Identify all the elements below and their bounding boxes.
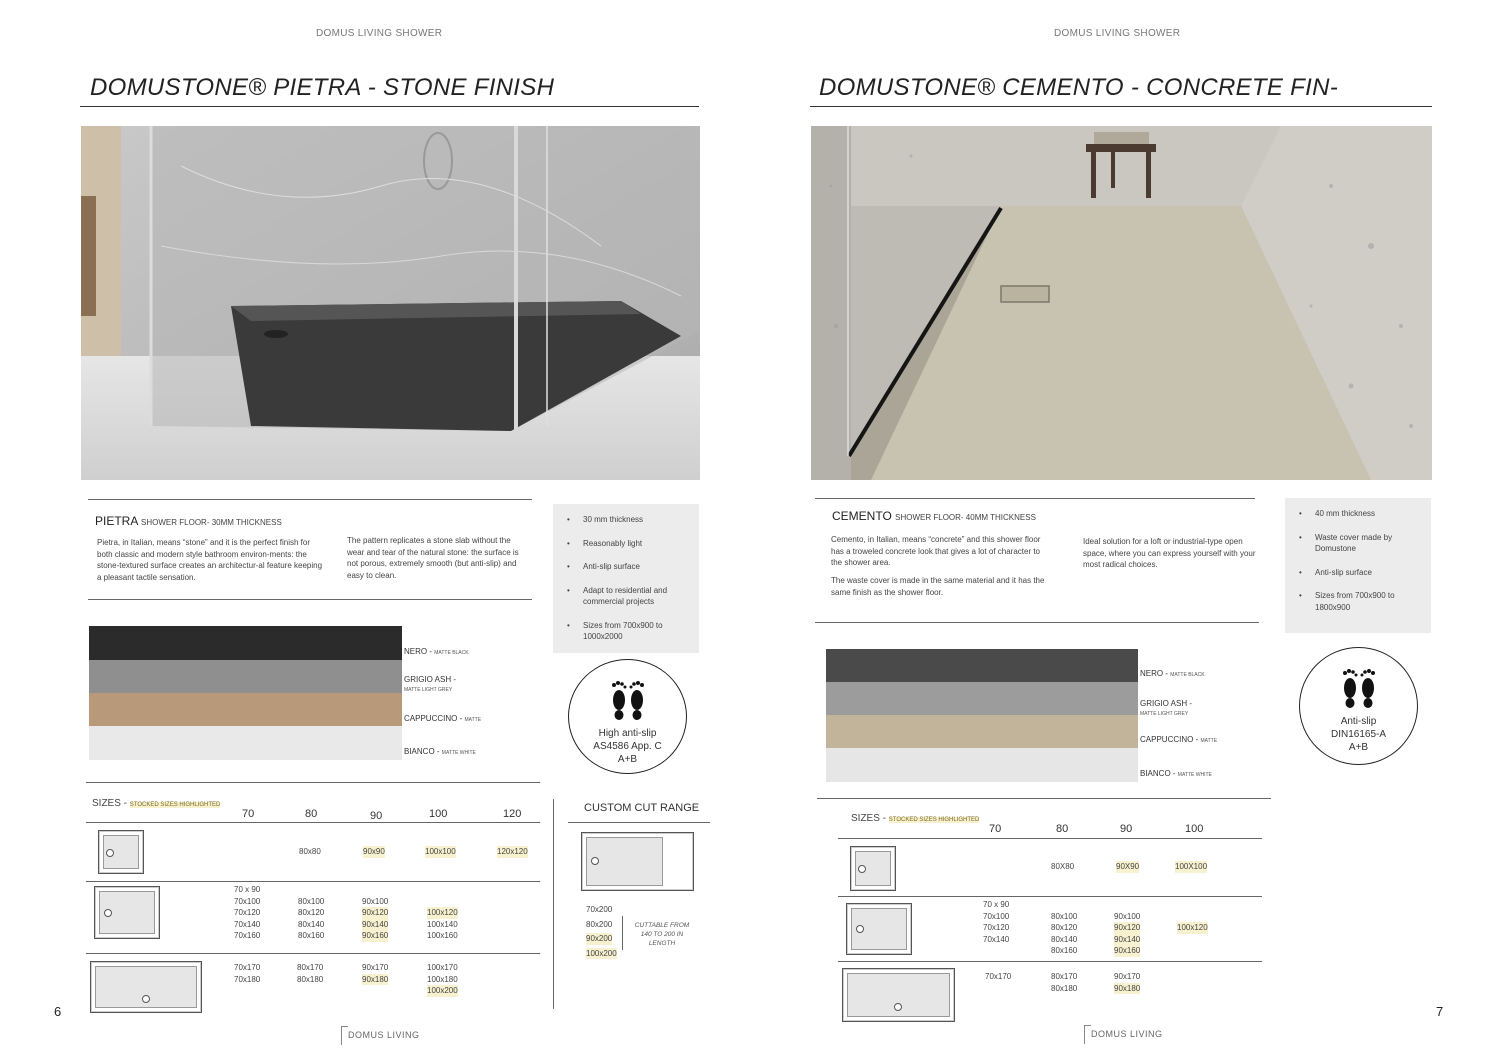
size-cell: 70 x 90 <box>983 900 1010 909</box>
anti-slip-badge <box>568 659 687 774</box>
feature-item: • 30 mm thickness <box>567 514 689 526</box>
swatch-cappuccino <box>89 693 402 726</box>
size-cell: 70x170 <box>985 972 1012 981</box>
column-header: 70 <box>989 823 1002 835</box>
column-header: 90 <box>1120 823 1133 835</box>
size-cell: 90x100 <box>362 896 389 906</box>
title-rule <box>80 106 699 107</box>
size-cell: 70x100 <box>983 911 1010 921</box>
feature-item: • Adapt to residential and commercial projects <box>567 585 689 608</box>
sizes-heading: SIZES - STOCKED SIZES HIGHLIGHTED <box>92 798 221 809</box>
size-cell: 100x120 <box>1177 923 1208 933</box>
intro-paragraph-1: Cemento, in Italian, means “concrete” and this shower floor has a troweled concrete look that gives a lot of character to the shower area. <box>831 535 1041 567</box>
swatch-label-cappuccino: CAPPUCCINO - MATTE <box>404 714 482 723</box>
size-cell: 80x170 <box>1051 972 1078 981</box>
swatch-label-cappuccino: CAPPUCCINO - MATTE <box>1140 735 1218 744</box>
feature-item: • Anti-slip surface <box>1299 567 1421 579</box>
size-cell: 90X90 <box>1116 862 1140 871</box>
column-header: 120 <box>503 808 522 820</box>
custom-size-cell: 100x200 <box>586 948 617 958</box>
swatch-cappuccino <box>826 715 1138 748</box>
size-cell: 90x160 <box>1114 946 1141 956</box>
size-cell: 80x170 <box>297 963 324 972</box>
badge-line-1: Anti-slip <box>1340 716 1377 727</box>
footprints-icon <box>1337 664 1381 710</box>
column-header: 100 <box>1185 823 1204 835</box>
finish-name: PIETRA <box>95 514 138 528</box>
table-rule <box>86 822 540 823</box>
swatch-nero <box>89 626 402 660</box>
finish-subtitle: SHOWER FLOOR- 30MM THICKNESS <box>141 518 282 527</box>
tray-rect-icon <box>846 903 912 955</box>
intro-paragraph-2: Ideal solution for a loft or industrial-type open space, where you can express yourself with your most radical choices. <box>1083 537 1256 569</box>
custom-cut-heading: CUSTOM CUT RANGE <box>584 802 700 814</box>
custom-cut-note: CUTTABLE FROM 140 TO 200 IN LENGTH <box>634 922 690 947</box>
footer-brand: DOMUS LIVING <box>1091 1029 1163 1039</box>
swatch-grigio-ash <box>89 660 402 693</box>
column-header: 70 <box>242 808 255 820</box>
swatch-label-nero: NERO - MATTE BLACK <box>1140 669 1205 678</box>
sizes-rule-top <box>86 782 540 783</box>
page-number: 6 <box>54 1004 62 1019</box>
table-rule <box>838 961 1262 962</box>
custom-cut-rule <box>568 822 710 823</box>
swatch-grigio-ash <box>826 682 1138 715</box>
size-cell: 90x180 <box>1114 983 1141 993</box>
sizes-heading: SIZES - STOCKED SIZES HIGHLIGHTED <box>851 813 980 824</box>
size-cell: 70x120 <box>234 908 261 918</box>
size-cell: 120x120 <box>497 847 528 856</box>
feature-item: • Anti-slip surface <box>567 561 689 573</box>
size-cell: 100x160 <box>427 931 458 941</box>
intro-heading <box>832 509 1036 523</box>
size-cell: 80x160 <box>298 931 325 941</box>
size-cell: 90x170 <box>1114 972 1141 981</box>
size-cell: 70x140 <box>983 934 1010 944</box>
column-header: 80 <box>1056 823 1069 835</box>
swatch-bianco <box>89 726 402 760</box>
size-cell: 100x120 <box>427 908 458 918</box>
running-header: DOMUS LIVING SHOWER <box>1054 28 1181 39</box>
finish-name: CEMENTO <box>832 509 892 523</box>
size-cell: 90x160 <box>362 931 389 941</box>
intro-rule-bottom <box>88 599 532 600</box>
column-header: 100 <box>429 808 448 820</box>
table-rule <box>86 881 540 882</box>
title-rule <box>810 106 1432 107</box>
column-header: 90 <box>370 810 383 822</box>
bracket-line <box>622 916 623 950</box>
product-photo-pietra <box>81 126 700 480</box>
size-cell: 70x100 <box>234 896 261 906</box>
logo-mark <box>341 1026 348 1045</box>
table-rule <box>838 838 1262 839</box>
size-cell: 100x140 <box>427 919 458 929</box>
intro-rule-top <box>88 499 532 500</box>
size-cell: 80x80 <box>299 847 321 856</box>
vertical-divider <box>553 799 554 1009</box>
size-cell: 80x100 <box>1051 911 1078 921</box>
features-box <box>553 504 699 653</box>
feature-item: • Waste cover made by Domustone <box>1299 532 1421 555</box>
size-cell: 70x140 <box>234 919 261 929</box>
swatch-nero <box>826 649 1138 682</box>
size-cell: 80X80 <box>1051 862 1075 871</box>
tray-square-icon <box>850 846 896 891</box>
size-cell: 70x120 <box>983 923 1010 933</box>
intro-paragraph-2: The pattern replicates a stone slab without the wear and tear of the natural stone: the surface is not porous, extremely smooth (but anti-slip) and easy to clean. <box>347 536 519 580</box>
tray-long-icon <box>90 961 202 1013</box>
badge-line-3: A+B <box>617 754 638 765</box>
product-photo-cemento <box>811 126 1432 480</box>
custom-size-cell: 80x200 <box>586 919 613 929</box>
intro-rule-top <box>815 498 1255 499</box>
custom-size-cell: 90x200 <box>586 934 613 943</box>
footprints-icon <box>606 676 650 722</box>
size-cell: 80x100 <box>298 896 325 906</box>
badge-line-3: A+B <box>1348 742 1369 753</box>
size-cell: 80x120 <box>298 908 325 918</box>
size-cell: 70 x 90 <box>234 885 261 894</box>
badge-line-2: DIN16165-A <box>1330 729 1387 740</box>
badge-line-1: High anti-slip <box>598 728 657 739</box>
intro-paragraph-1b: The waste cover is made in the same material and it has the same finish as the shower floor. <box>831 576 1045 597</box>
feature-item: • Sizes from 700x900 to 1800x900 <box>1299 590 1421 613</box>
swatch-label-bianco: BIANCO - MATTE WHITE <box>404 747 476 756</box>
page-title: DOMUSTONE® PIETRA - STONE FINISH <box>90 74 555 101</box>
size-cell: 100X100 <box>1175 862 1208 871</box>
logo-mark <box>1084 1025 1091 1044</box>
intro-paragraph-1: Pietra, in Italian, means “stone” and it is the perfect finish for both classic and modern style bathroom environ-ments: the stone-textured surface creates an architectur-al feature keeping a pleasant tactile sensation. <box>97 538 323 582</box>
intro-heading <box>95 514 282 528</box>
swatch-bianco <box>826 748 1138 782</box>
feature-item: • Reasonably light <box>567 538 689 550</box>
swatch-label-grigio: GRIGIO ASH - MATTE LIGHT GREY <box>1140 699 1193 717</box>
size-cell: 80x120 <box>1051 923 1078 933</box>
page-number: 7 <box>1436 1004 1444 1019</box>
tray-square-icon <box>98 830 144 874</box>
features-box <box>1285 498 1431 633</box>
feature-item: • 40 mm thickness <box>1299 508 1421 520</box>
size-cell: 100x200 <box>427 986 458 996</box>
tray-custom-icon <box>581 832 694 891</box>
size-cell: 90x140 <box>1114 934 1141 944</box>
footer-brand: DOMUS LIVING <box>348 1030 420 1040</box>
column-header: 80 <box>305 808 318 820</box>
size-cell: 100x100 <box>425 847 456 856</box>
size-cell: 90x120 <box>362 908 389 918</box>
size-cell: 70x180 <box>234 974 261 984</box>
size-cell: 90x90 <box>363 847 385 856</box>
anti-slip-badge <box>1299 647 1418 765</box>
size-cell: 100x170 <box>427 963 458 972</box>
size-cell: 70x170 <box>234 963 261 972</box>
size-cell: 80x180 <box>1051 983 1078 993</box>
size-cell: 90x170 <box>362 963 389 972</box>
size-cell: 90x180 <box>362 974 389 984</box>
size-cell: 80x140 <box>1051 934 1078 944</box>
tray-rect-icon <box>94 886 160 939</box>
size-cell: 100x180 <box>427 974 458 984</box>
tray-long-icon <box>842 968 955 1022</box>
running-header: DOMUS LIVING SHOWER <box>316 28 443 39</box>
size-cell: 80x140 <box>298 919 325 929</box>
feature-item: • Sizes from 700x900 to 1000x2000 <box>567 620 689 643</box>
custom-size-cell: 70x200 <box>586 905 613 914</box>
size-cell: 90x100 <box>1114 911 1141 921</box>
swatch-label-nero: NERO - MATTE BLACK <box>404 647 469 656</box>
sizes-rule-top <box>817 798 1271 799</box>
table-rule <box>838 896 1262 897</box>
swatch-label-grigio: GRIGIO ASH - MATTE LIGHT GREY <box>404 675 457 693</box>
table-rule <box>86 953 540 954</box>
finish-subtitle: SHOWER FLOOR- 40MM THICKNESS <box>895 513 1036 522</box>
size-cell: 90x120 <box>1114 923 1141 933</box>
swatch-label-bianco: BIANCO - MATTE WHITE <box>1140 769 1212 778</box>
size-cell: 80x160 <box>1051 946 1078 956</box>
size-cell: 70x160 <box>234 931 261 941</box>
page-title: DOMUSTONE® CEMENTO - CONCRETE FIN- <box>819 74 1339 101</box>
badge-line-2: AS4586 App. C <box>593 741 662 752</box>
size-cell: 80x180 <box>297 974 324 984</box>
intro-rule-bottom <box>815 622 1259 623</box>
size-cell: 90x140 <box>362 919 389 929</box>
